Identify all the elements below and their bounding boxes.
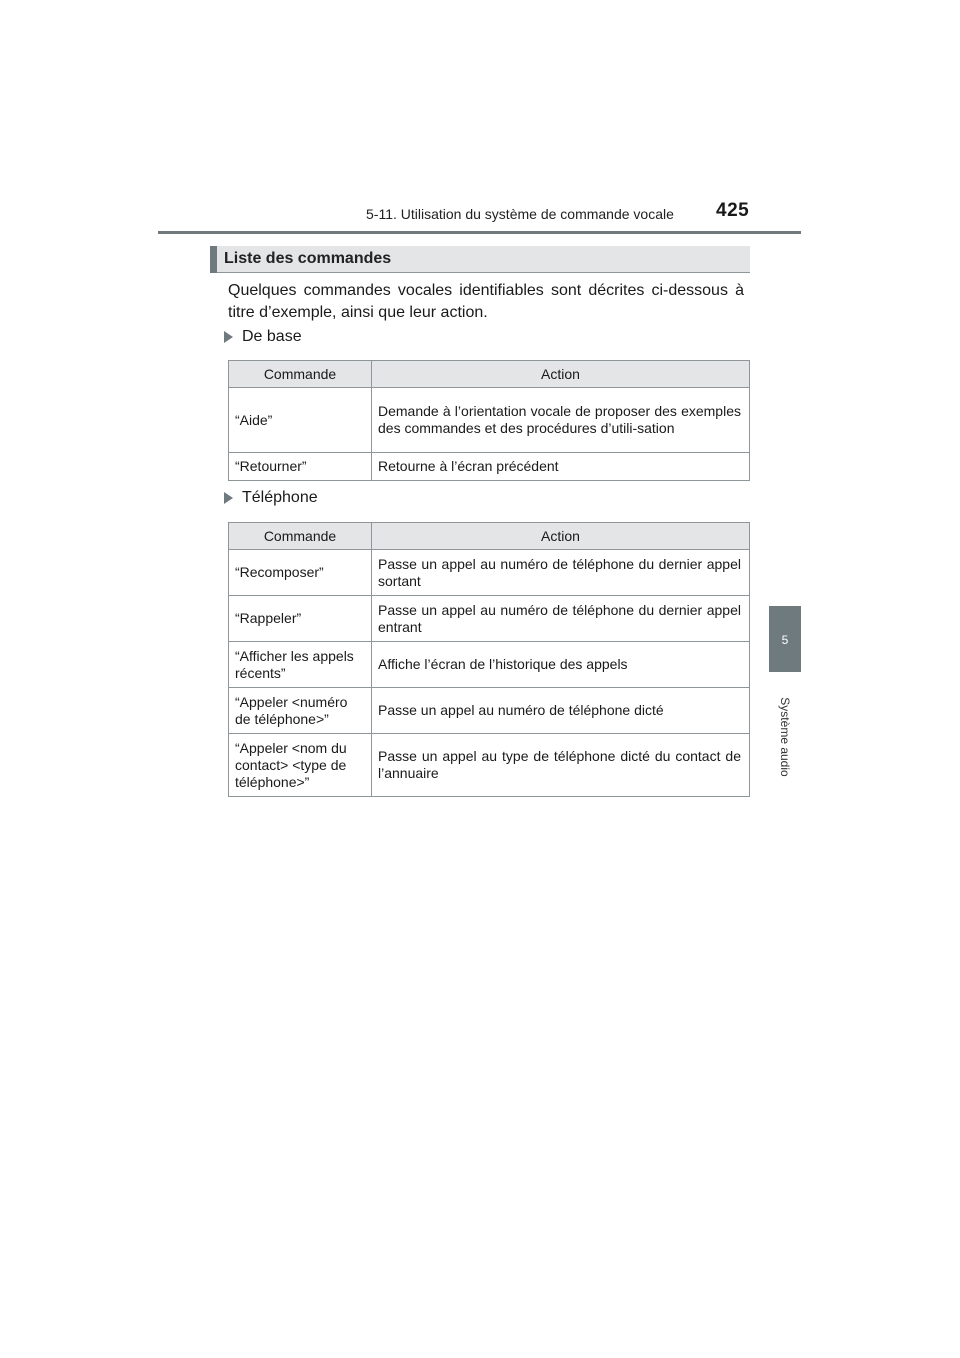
subheading-label: De base [242, 328, 302, 345]
command-cell: “Aide” [229, 388, 372, 453]
subheading-basic [224, 328, 302, 346]
command-cell: “Rappeler” [229, 596, 372, 642]
header-divider [158, 231, 801, 234]
commands-table-telephone [228, 522, 750, 797]
table-row [229, 388, 750, 453]
chapter-label-container [768, 682, 802, 792]
action-cell: Passe un appel au type de téléphone dicté du contact de l’annuaire [372, 734, 750, 797]
subheading-label: Téléphone [242, 489, 318, 506]
command-cell: “Appeler <nom du contact> <type de téléphone>” [229, 734, 372, 797]
table-row [229, 688, 750, 734]
chapter-number: 5 [781, 633, 789, 647]
section-title-bar [210, 246, 750, 273]
intro-paragraph: Quelques commandes vocales identifiables sont décrites ci-dessous à titre d’exemple, ainsi que leur action. [228, 282, 744, 321]
command-cell: “Retourner” [229, 453, 372, 481]
action-cell: Demande à l’orientation vocale de proposer des exemples des commandes et des procédures d’utili-sation [372, 388, 750, 453]
action-cell: Affiche l’écran de l’historique des appels [372, 642, 750, 688]
page-number: 425 [716, 200, 750, 221]
column-header-command: Commande [229, 361, 372, 388]
subheading-telephone [224, 489, 318, 507]
triangle-bullet-icon [224, 331, 233, 343]
action-cell: Passe un appel au numéro de téléphone du dernier appel sortant [372, 550, 750, 596]
table-header-row [229, 523, 750, 550]
chapter-label: Système audio [778, 697, 792, 777]
chapter-section-title: 5-11. Utilisation du système de commande vocale [366, 206, 674, 222]
column-header-action: Action [372, 523, 750, 550]
table-row [229, 734, 750, 797]
command-cell: “Afficher les appels récents” [229, 642, 372, 688]
table-row [229, 596, 750, 642]
command-cell: “Recomposer” [229, 550, 372, 596]
command-cell: “Appeler <numéro de téléphone>” [229, 688, 372, 734]
column-header-action: Action [372, 361, 750, 388]
column-header-command: Commande [229, 523, 372, 550]
action-cell: Passe un appel au numéro de téléphone du dernier appel entrant [372, 596, 750, 642]
table-row [229, 453, 750, 481]
triangle-bullet-icon [224, 492, 233, 504]
table-row [229, 550, 750, 596]
action-cell: Retourne à l’écran précédent [372, 453, 750, 481]
table-header-row [229, 361, 750, 388]
action-cell: Passe un appel au numéro de téléphone dicté [372, 688, 750, 734]
commands-table-basic [228, 360, 750, 481]
section-title: Liste des commandes [224, 250, 392, 267]
section-accent [210, 246, 217, 273]
table-row [229, 642, 750, 688]
chapter-tab [769, 606, 801, 672]
